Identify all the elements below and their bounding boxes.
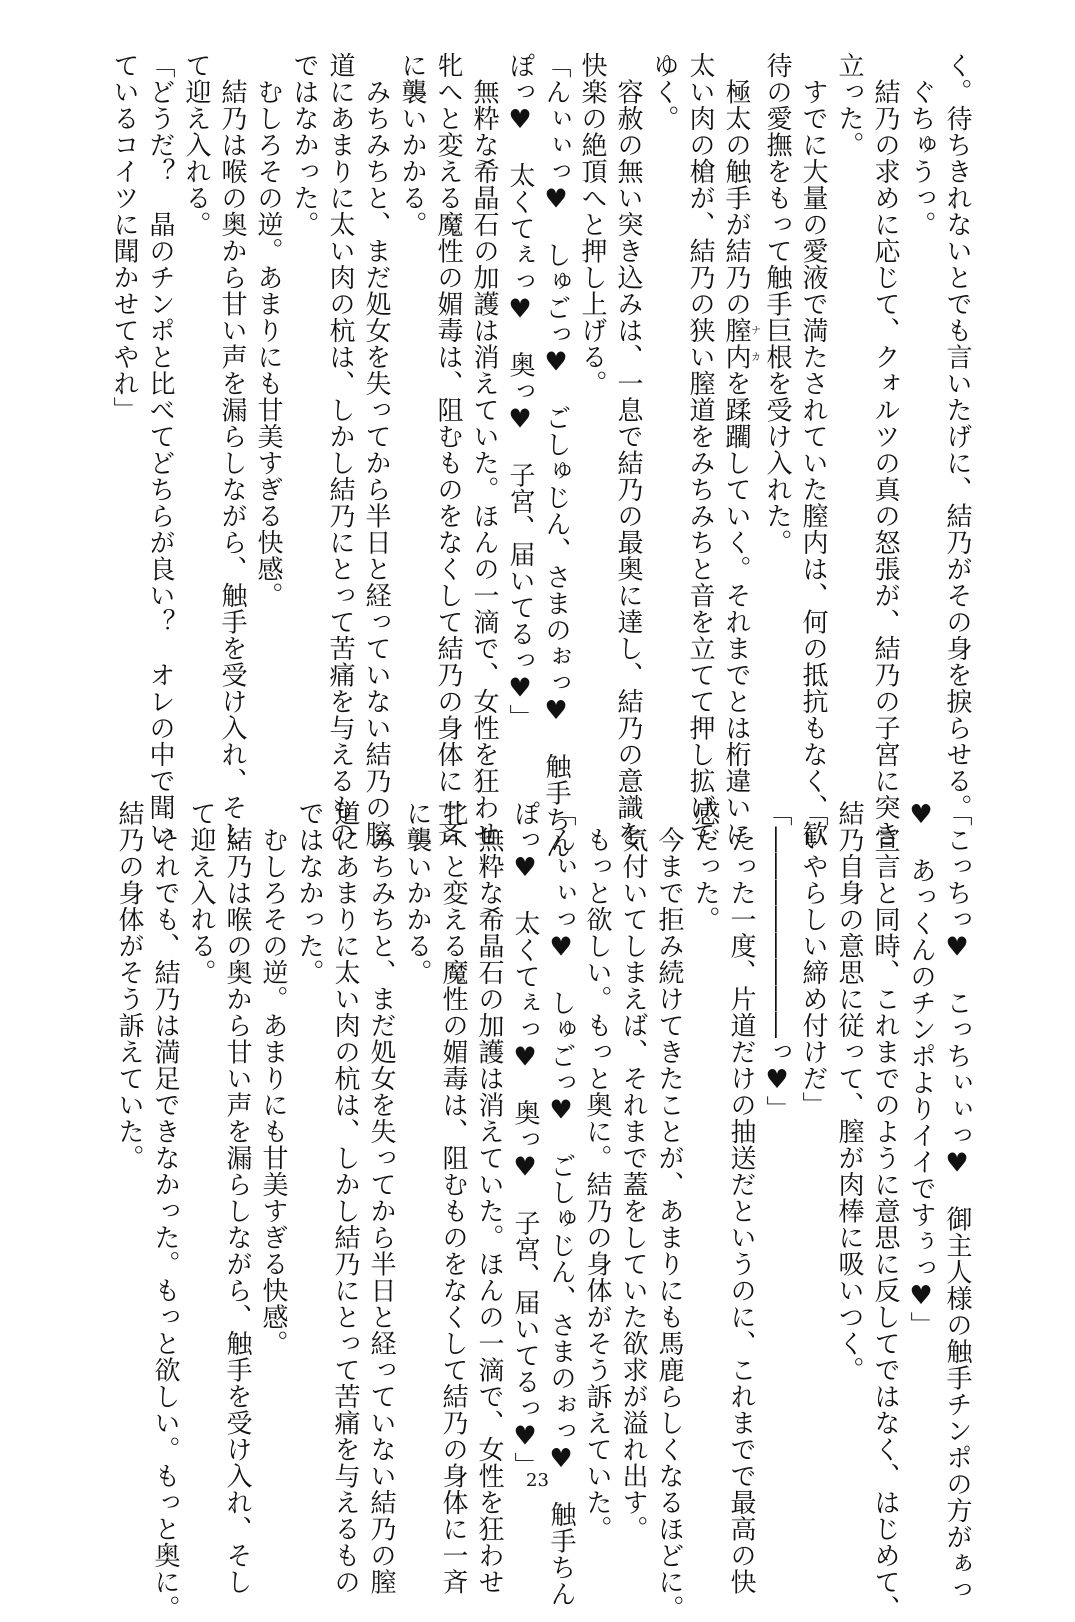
text-line: 道にあまりに太い肉の杭は、しかし結乃にとって苦痛を与えるもの xyxy=(330,800,360,1595)
text-line: それでも、結乃は満足できなかった。もっと欲しい。もっと奥に。 xyxy=(150,800,180,1622)
text-line: ゆく。 xyxy=(649,52,679,132)
text-line: ぽっ♥ 太くてぇっ♥ 奥っ♥ 子宮、届いてるっ♥」 xyxy=(505,52,535,731)
page-number: 23 xyxy=(526,1470,549,1491)
ruby-reading: ナカ xyxy=(748,317,760,370)
text-line: ではなかった。 xyxy=(289,52,319,238)
text-line: 「いやらしい締め付けだ」 xyxy=(798,800,828,1118)
text-line: く。待ちきれないとでも言いたげに、結乃がその身を捩らせる。 xyxy=(942,52,972,821)
text-line: 無粋な希晶石の加護は消えていた。ほんの一滴で、女性を狂わせ xyxy=(469,52,499,847)
text-line: 気付いてしまえば、それまで蓋をしていた欲求が溢れ出す。 xyxy=(618,800,648,1542)
text-line: むしろその逆。あまりにも甘美すぎる快感。 xyxy=(258,800,288,1357)
text-line: みちみちと、まだ処女を失ってから半日と経っていない結乃の膣 xyxy=(361,52,391,847)
text-line: 牝へと変える魔性の媚毒は、阻むものをなくして結乃の身体に一斉 xyxy=(438,800,468,1595)
text-line: ではなかった。 xyxy=(294,800,324,986)
text-line: 結乃は喉の奥から甘い声を漏らしながら、触手を受け入れ、そし xyxy=(222,800,252,1595)
text-line: ているコイツに聞かせてやれ」 xyxy=(109,52,139,423)
text-line: 「んぃぃっ♥ しゅごっ♥ ごしゅじん、さまのぉっ♥ 触手ちん xyxy=(541,52,571,859)
text-line: 今まで拒み続けてきたことが、あまりにも馬鹿らしくなるほどに。 xyxy=(654,800,684,1622)
text-line: 宣言と同時、これまでのように意思に反してではなく、はじめて、 xyxy=(870,800,900,1622)
text-line: 快楽の絶頂へと押し上げる。 xyxy=(577,52,607,397)
text-line: 「――――――――っ♥」 xyxy=(762,800,792,1122)
text-line: 結乃の求めに応じて、クォルツの真の怒張が、結乃の子宮に突き xyxy=(870,52,900,847)
text-line: もっと欲しい。もっと奥に。結乃の身体がそう訴えていた。 xyxy=(582,800,612,1542)
text-line: みちみちと、まだ処女を失ってから半日と経っていない結乃の膣 xyxy=(366,800,396,1595)
text-line: ぽっ♥ 太くてぇっ♥ 奥っ♥ 子宮、届いてるっ♥」 xyxy=(510,800,540,1479)
text-line: 感だった。 xyxy=(690,800,720,933)
text-line: すでに大量の愛液で満たされていた膣内は、何の抵抗もなく、歓 xyxy=(798,52,828,847)
text-line: 太い肉の槍が、結乃の狭い膣道をみちみちと音を立てて押し拡げて xyxy=(685,52,715,847)
text-line: 容赦の無い突き込みは、一息で結乃の最奥に達し、結乃の意識を xyxy=(613,52,643,847)
text-line: 牝へと変える魔性の媚毒は、阻むものをなくして結乃の身体に一斉 xyxy=(433,52,463,847)
text-line: たった一度、片道だけの抽送だというのに、これまでで最高の快 xyxy=(726,800,756,1595)
text-line: 結乃自身の意思に従って、膣が肉棒に吸いつく。 xyxy=(834,800,864,1383)
text-line: て迎え入れる。 xyxy=(181,52,211,238)
text-line: に襲いかかる。 xyxy=(397,52,427,238)
text-line: 待の愛撫をもって触手巨根を受け入れた。 xyxy=(762,52,792,556)
ruby-base: 膣内 xyxy=(721,317,751,370)
text-line: 無粋な希晶石の加護は消えていた。ほんの一滴で、女性を狂わせ xyxy=(474,800,504,1595)
ruby-annotated-word xyxy=(721,317,760,370)
text-line: 「んぃぃっ♥ しゅごっ♥ ごしゅじん、さまのぉっ♥ 触手ちん xyxy=(546,800,576,1607)
text-line: 結乃の身体がそう訴えていた。 xyxy=(114,800,144,1171)
text-line: ぐちゅうっ。 xyxy=(906,52,936,238)
text-line: むしろその逆。あまりにも甘美すぎる快感。 xyxy=(253,52,283,609)
text-line xyxy=(718,52,760,847)
text-line: 「こっちっ♥ こっちぃぃっ♥ 御主人様の触手チンポの方がぁっ xyxy=(942,800,972,1603)
text-line: 「どうだ？ 晶のチンポと比べてどちらが良い？ オレの中で聞い xyxy=(145,52,175,847)
text-line: 道にあまりに太い肉の杭は、しかし結乃にとって苦痛を与えるもの xyxy=(325,52,355,847)
text-line: て迎え入れる。 xyxy=(186,800,216,986)
text-line: に襲いかかる。 xyxy=(402,800,432,986)
top-text-block xyxy=(105,52,975,859)
text-line: ♥ あっくんのチンポよりイイですぅっ♥」 xyxy=(906,800,936,1338)
line-text: 極太の触手が結乃の xyxy=(721,52,751,317)
line-text: を蹂躙していく。それまでとは桁違いに xyxy=(721,370,751,847)
text-line: 立った。 xyxy=(834,52,864,158)
text-line: 結乃は喉の奥から甘い声を漏らしながら、触手を受け入れ、そし xyxy=(217,52,247,847)
